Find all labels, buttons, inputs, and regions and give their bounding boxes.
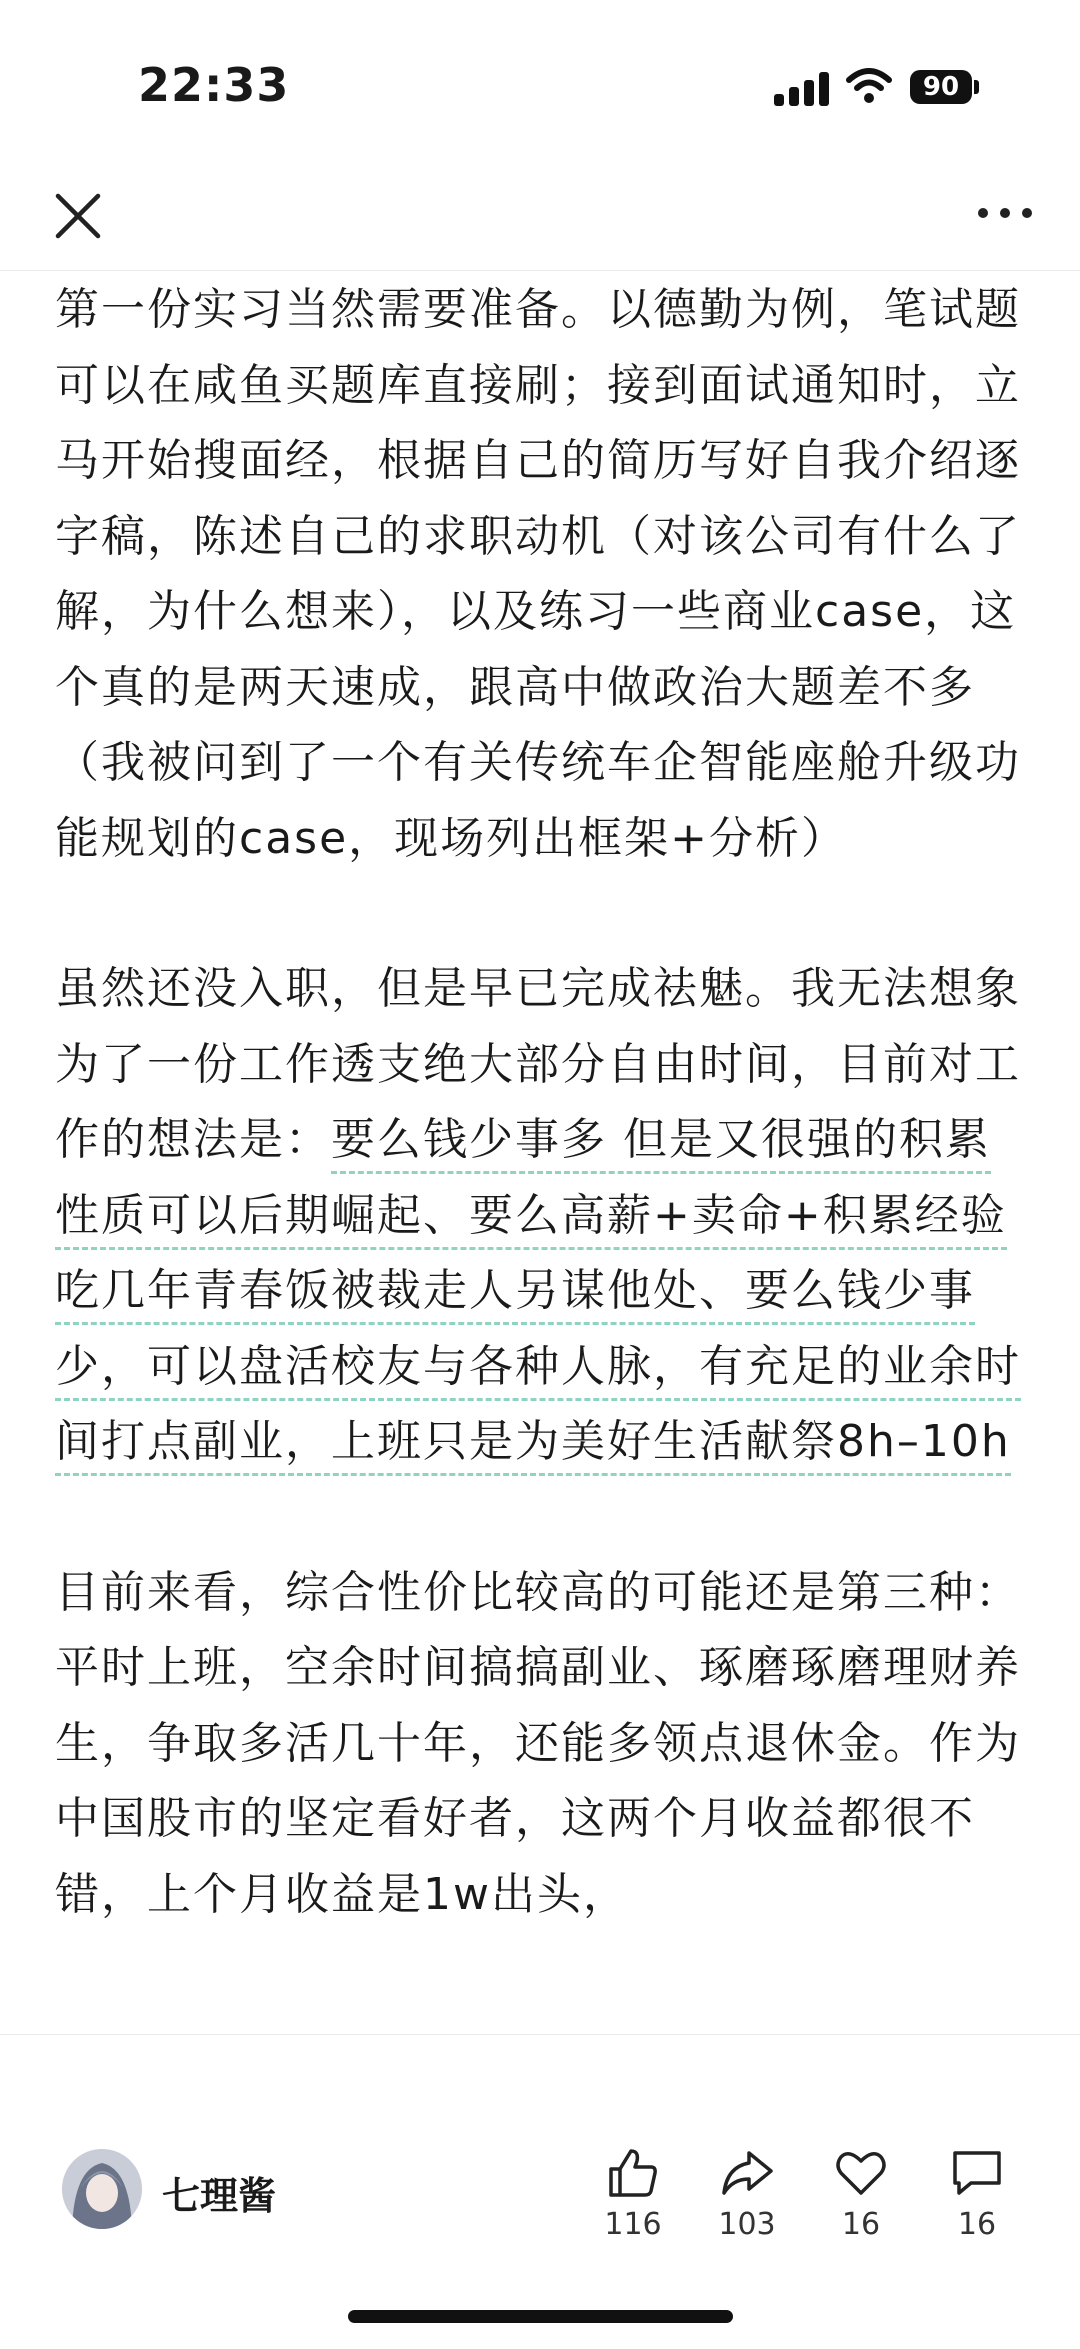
heart-icon — [833, 2145, 889, 2201]
thumbs-up-icon — [605, 2145, 661, 2201]
close-icon[interactable] — [50, 188, 106, 244]
like-count: 116 — [604, 2207, 662, 2242]
favorite-button[interactable] — [816, 2145, 906, 2242]
battery-indicator: 90 — [910, 70, 972, 104]
interaction-bar — [0, 2034, 1080, 2349]
article-paragraph: 第一份实习当然需要准备。以德勤为例，笔试题可以在咸鱼买题库直接刷；接到面试通知时，立马开始搜面经，根据自己的简历写好自我介绍逐字稿，陈述自己的求职动机（对该公司有什么了解，为什么想来），以及练习一些商业case，这个真的是两天速成，跟高中做政治大题差不多（我被问到了一个有关传统车企智能座舱升级功能规划的case，现场列出框架+分析） — [55, 284, 1021, 864]
comment-icon — [949, 2145, 1005, 2201]
article-paragraph — [55, 951, 1035, 1480]
comment-count: 16 — [957, 2207, 997, 2242]
favorite-count: 16 — [841, 2207, 881, 2242]
status-time: 22:33 — [138, 58, 290, 112]
share-button[interactable] — [702, 2145, 792, 2242]
top-nav — [0, 170, 1080, 271]
battery-tip — [974, 80, 979, 94]
article-paragraph: 目前来看，综合性价比较高的可能还是第三种：平时上班，空余时间搞搞副业、琢磨琢磨理财养生，争取多活几十年，还能多领点退休金。作为中国股市的坚定看好者，这两个月收益都很不错，上个月收益是1w出头， — [55, 1566, 1021, 1920]
share-icon — [719, 2145, 775, 2201]
author-avatar[interactable] — [62, 2149, 142, 2229]
like-button[interactable] — [588, 2145, 678, 2242]
home-indicator[interactable] — [348, 2310, 733, 2323]
share-count: 103 — [718, 2207, 776, 2242]
status-bar — [0, 0, 1080, 170]
article-body — [55, 272, 1035, 2034]
more-options-icon[interactable] — [978, 202, 1034, 226]
highlighted-text[interactable]: 要么钱少事多 但是又很强的积累性质可以后期崛起、要么高薪+卖命+积累经验吃几年青春饭被裁走人另谋他处、要么钱少事少，可以盘活校友与各种人脉，有充足的业余时间打点副业，上班只是为美好生活献祭8h–10h — [55, 1114, 1021, 1476]
author-name[interactable]: 七理酱 — [162, 2174, 277, 2218]
paragraph-text: 虽然还没入职，但是早已完成祛魅。我无法想象为了一份工作透支绝大部分自由时间，目前对工作的想法是： — [55, 963, 1021, 1165]
comment-button[interactable] — [932, 2145, 1022, 2242]
wifi-icon — [846, 66, 892, 106]
cellular-signal-icon — [774, 72, 830, 106]
